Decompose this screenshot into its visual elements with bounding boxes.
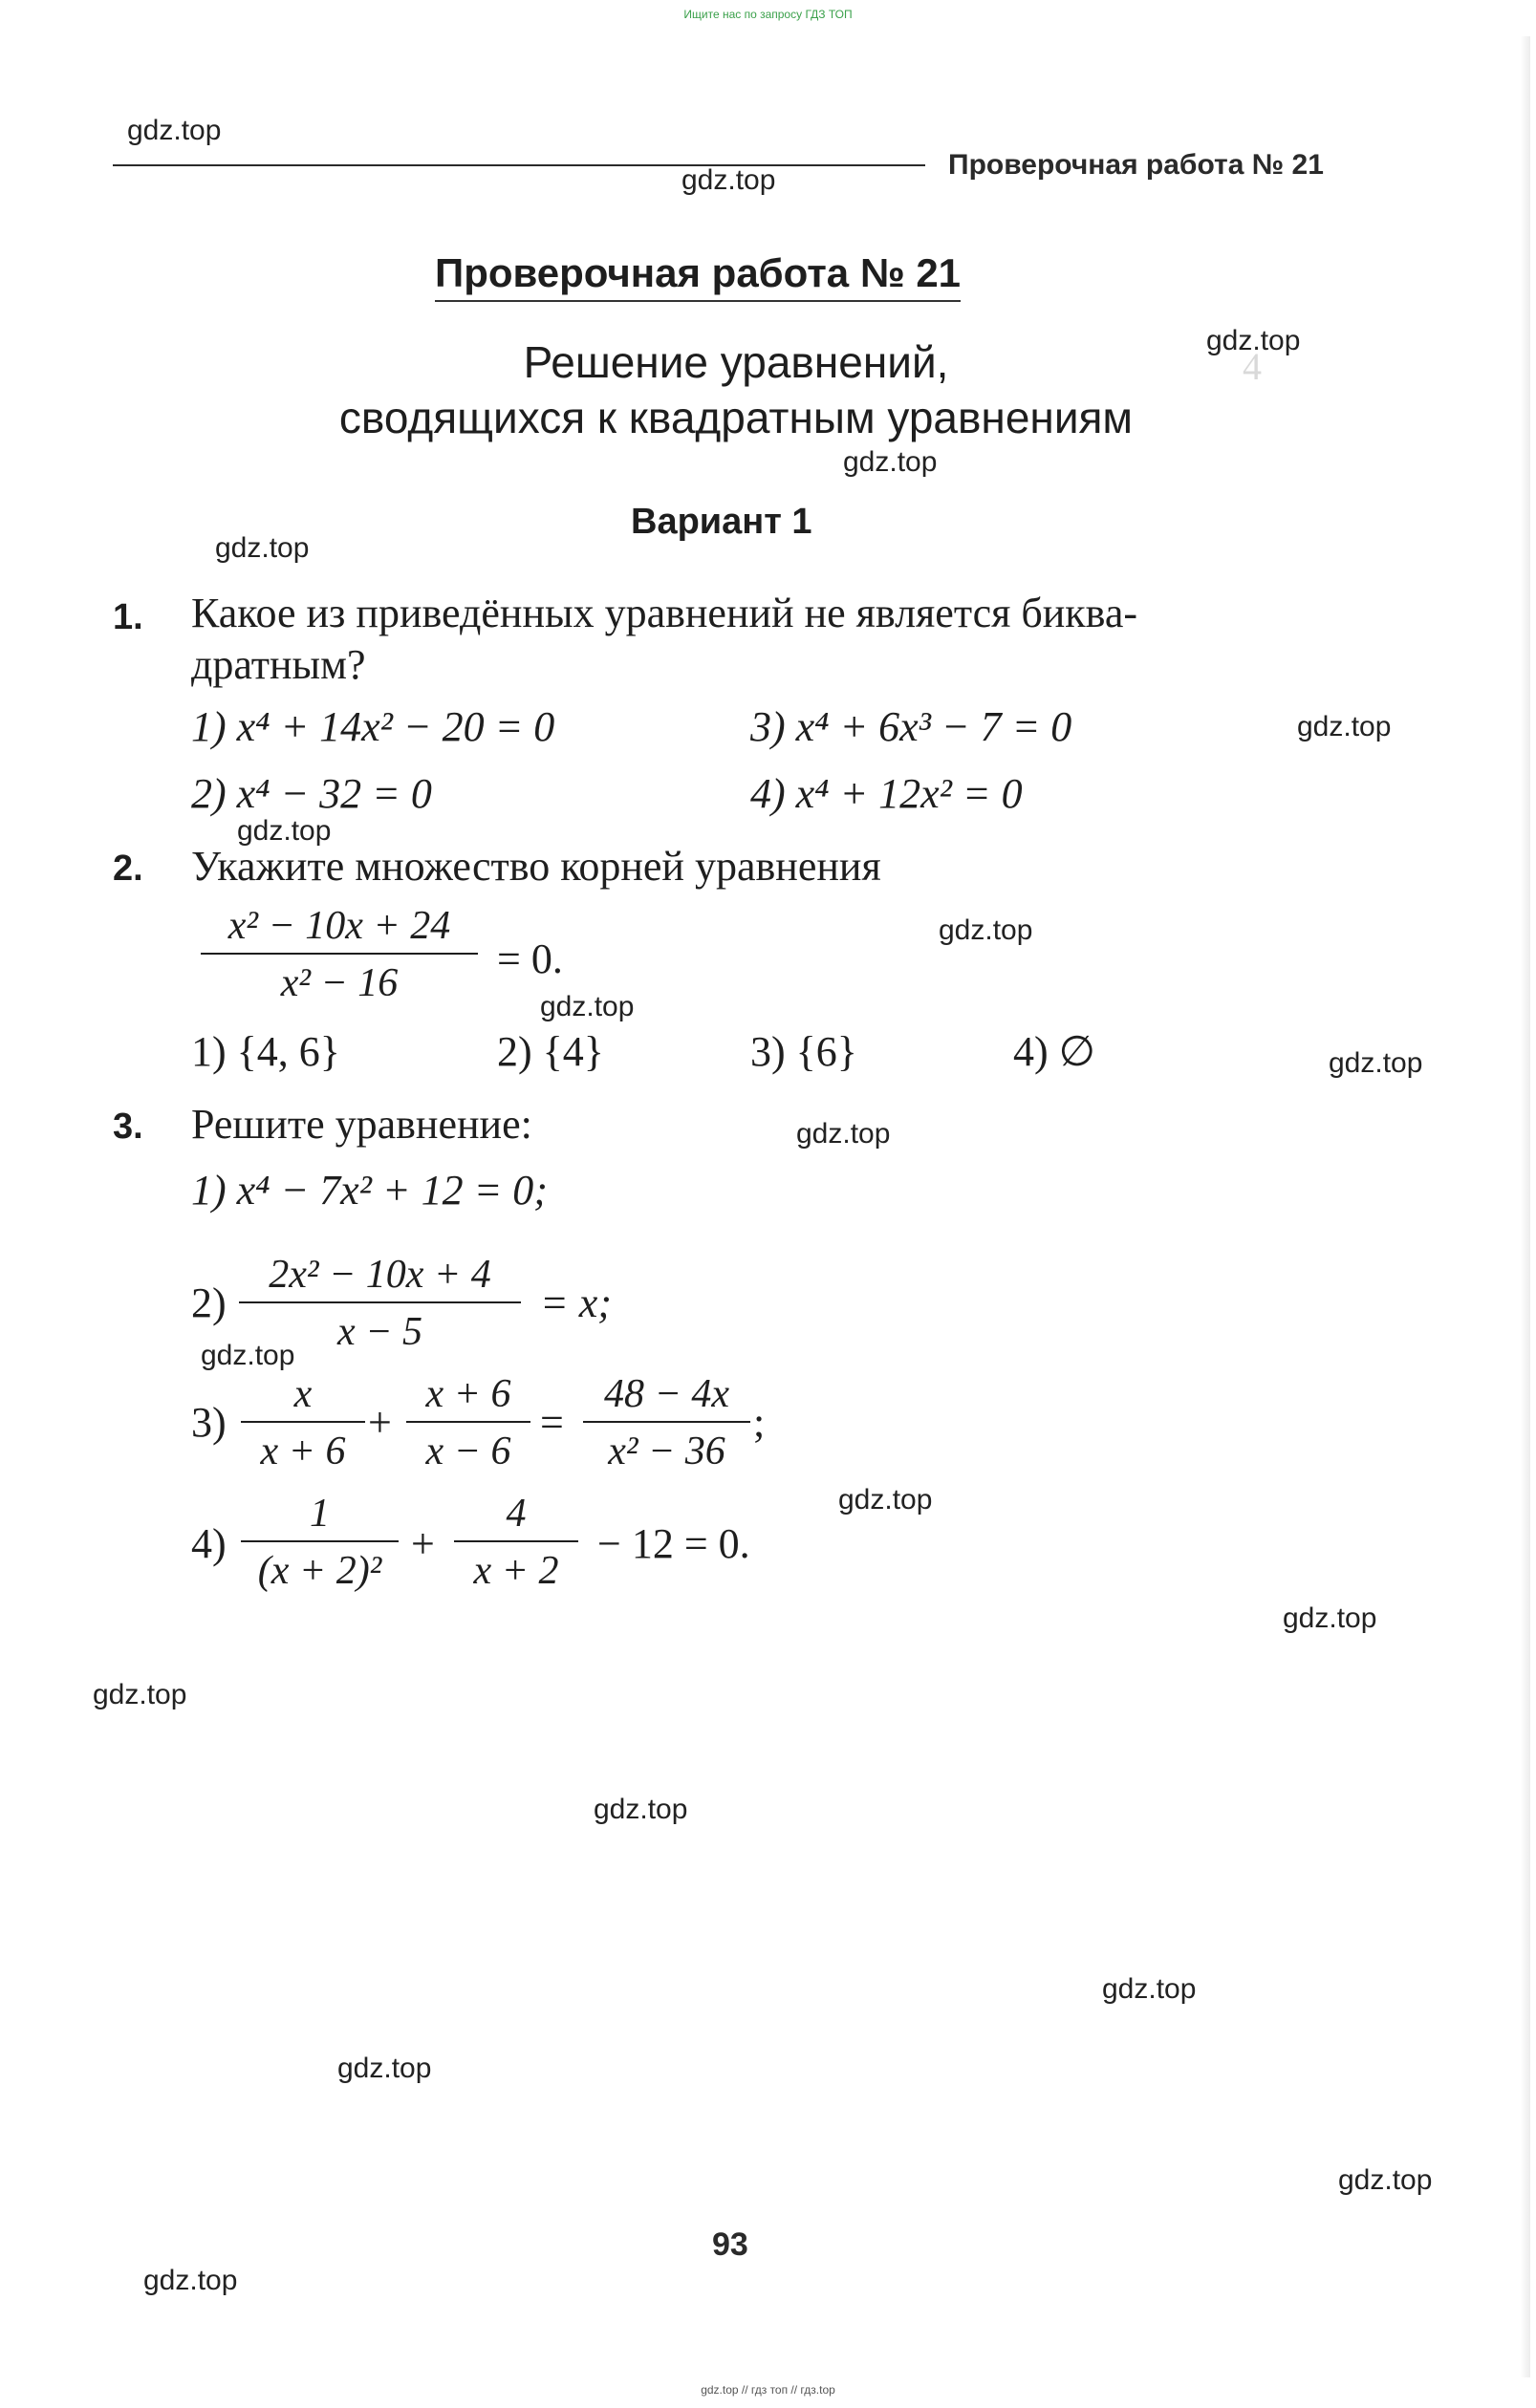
q3-item-3-f2-numerator: x + 6 <box>425 1372 511 1416</box>
top-banner: Ищите нас по запросу ГДЗ ТОП <box>683 8 853 21</box>
watermark: gdz.top <box>127 115 222 146</box>
q3-item-3-f1-numerator: x <box>293 1372 313 1416</box>
q3-item-3-equals: = <box>540 1399 564 1446</box>
subtitle <box>210 334 1262 445</box>
q2-text: Укажите множество корней уравнения <box>191 843 881 890</box>
q3-item-4-f1-numerator: 1 <box>310 1492 330 1536</box>
page-title: Проверочная работа № 21 <box>435 250 961 302</box>
q3-item-2-numerator: 2x² − 10x + 4 <box>269 1253 491 1297</box>
q2-fraction-numerator: x² − 10x + 24 <box>227 904 451 948</box>
q3-item-1: 1) x⁴ − 7x² + 12 = 0; <box>191 1167 548 1214</box>
q3-item-4-f2-denominator: x + 2 <box>473 1549 559 1593</box>
q3-item-4-label: 4) <box>191 1520 227 1567</box>
q3-item-3-f1-denominator: x + 6 <box>260 1430 346 1473</box>
q3-item-3-f3-denominator: x² − 36 <box>608 1430 725 1473</box>
running-head-rule <box>113 164 925 166</box>
page-number: 93 <box>712 2226 748 2263</box>
watermark: gdz.top <box>201 1340 295 1371</box>
q3-number: 3. <box>113 1107 143 1147</box>
watermark: gdz.top <box>1283 1602 1377 1634</box>
watermark: gdz.top <box>215 532 310 564</box>
watermark: gdz.top <box>1206 325 1301 356</box>
q2-fraction-denominator: x² − 16 <box>280 961 399 1005</box>
q3-text: Решите уравнение: <box>191 1101 532 1148</box>
bleed-through-text: 4 <box>1243 345 1262 388</box>
watermark: gdz.top <box>939 914 1033 946</box>
fraction-bar <box>406 1421 530 1423</box>
q1-option-4: 4) x⁴ + 12x² = 0 <box>750 770 1023 817</box>
fraction-bar <box>241 1540 399 1542</box>
q3-item-4-fraction-1 <box>241 1491 399 1594</box>
q3-item-3-tail: ; <box>753 1399 766 1446</box>
q3-item-4-f1-denominator: (x + 2)² <box>257 1549 382 1593</box>
q3-item-4-f2-numerator: 4 <box>506 1492 527 1536</box>
watermark: gdz.top <box>143 2265 238 2296</box>
watermark: gdz.top <box>843 446 938 478</box>
watermark: gdz.top <box>1297 711 1392 742</box>
q1-text-line-1: Какое из приведённых уравнений не является биква- <box>191 590 1138 636</box>
page-edge-shadow <box>1521 36 1530 2377</box>
q3-item-2-tail: = x; <box>540 1279 612 1326</box>
q2-option-4: 4) ∅ <box>1013 1028 1095 1075</box>
fraction-bar <box>241 1421 365 1423</box>
subtitle-line-1: Решение уравнений, <box>523 337 949 387</box>
watermark: gdz.top <box>594 1794 688 1825</box>
q3-item-4-tail: − 12 = 0. <box>597 1520 750 1567</box>
q1-number: 1. <box>113 597 143 637</box>
watermark: gdz.top <box>1338 2164 1433 2196</box>
q3-item-3-f2-denominator: x − 6 <box>425 1430 511 1473</box>
q1-option-3: 3) x⁴ + 6x³ − 7 = 0 <box>750 703 1072 750</box>
watermark: gdz.top <box>93 1679 187 1710</box>
q3-item-4-fraction-2 <box>454 1491 578 1594</box>
watermark: gdz.top <box>1329 1047 1423 1079</box>
q1-option-1: 1) x⁴ + 14x² − 20 = 0 <box>191 703 555 750</box>
q1-text <box>191 588 1137 691</box>
subtitle-line-2: сводящихся к квадратным уравнениям <box>338 393 1134 442</box>
running-head: Проверочная работа № 21 <box>948 149 1324 181</box>
q3-item-2-denominator: x − 5 <box>337 1310 422 1354</box>
q3-item-3-plus: + <box>368 1399 392 1446</box>
watermark: gdz.top <box>237 815 332 847</box>
q2-equation-tail: = 0. <box>497 935 563 982</box>
fraction-bar <box>239 1301 521 1303</box>
q2-fraction <box>201 903 478 1006</box>
q2-option-1: 1) {4, 6} <box>191 1028 340 1075</box>
q2-number: 2. <box>113 849 143 889</box>
q3-item-3-fraction-2 <box>406 1371 530 1474</box>
watermark: gdz.top <box>337 2053 432 2084</box>
watermark: gdz.top <box>681 164 776 196</box>
q2-option-2: 2) {4} <box>497 1028 604 1075</box>
fraction-bar <box>583 1421 750 1423</box>
fraction-bar <box>454 1540 578 1542</box>
q3-item-4-plus: + <box>411 1520 435 1567</box>
q3-item-3-fraction-1 <box>241 1371 365 1474</box>
watermark: gdz.top <box>796 1118 891 1150</box>
watermark: gdz.top <box>540 991 635 1022</box>
q3-item-3-fraction-3 <box>583 1371 750 1474</box>
watermark: gdz.top <box>838 1484 933 1516</box>
q2-option-3: 3) {6} <box>750 1028 857 1075</box>
variant-label: Вариант 1 <box>631 502 812 542</box>
q3-item-3-f3-numerator: 48 − 4x <box>604 1372 729 1416</box>
fraction-bar <box>201 953 478 955</box>
q1-option-2: 2) x⁴ − 32 = 0 <box>191 770 432 817</box>
q3-item-3-label: 3) <box>191 1399 227 1446</box>
q3-item-2-label: 2) <box>191 1279 227 1326</box>
watermark: gdz.top <box>1102 1973 1197 2005</box>
bottom-banner: gdz.top // гдз топ // гдз.top <box>701 2383 835 2397</box>
q1-text-line-2: дратным? <box>191 641 366 688</box>
